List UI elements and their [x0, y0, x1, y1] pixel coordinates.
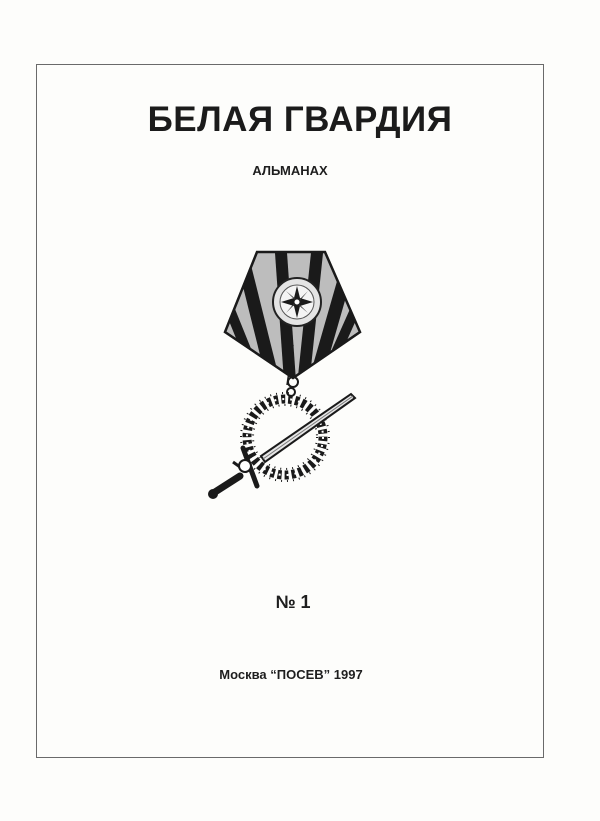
rosette-emblem [273, 278, 321, 326]
issue-number: № 1 [275, 592, 311, 612]
sword-shape [208, 394, 355, 499]
cover-subtitle: АЛЬМАНАХ [252, 163, 328, 178]
publisher-imprint: Москва “ПОСЕВ” 1997 [219, 667, 363, 682]
medal-icon [205, 240, 375, 500]
thorn-wreath [241, 393, 329, 481]
cover-title: БЕЛАЯ ГВАРДИЯ [147, 100, 453, 139]
